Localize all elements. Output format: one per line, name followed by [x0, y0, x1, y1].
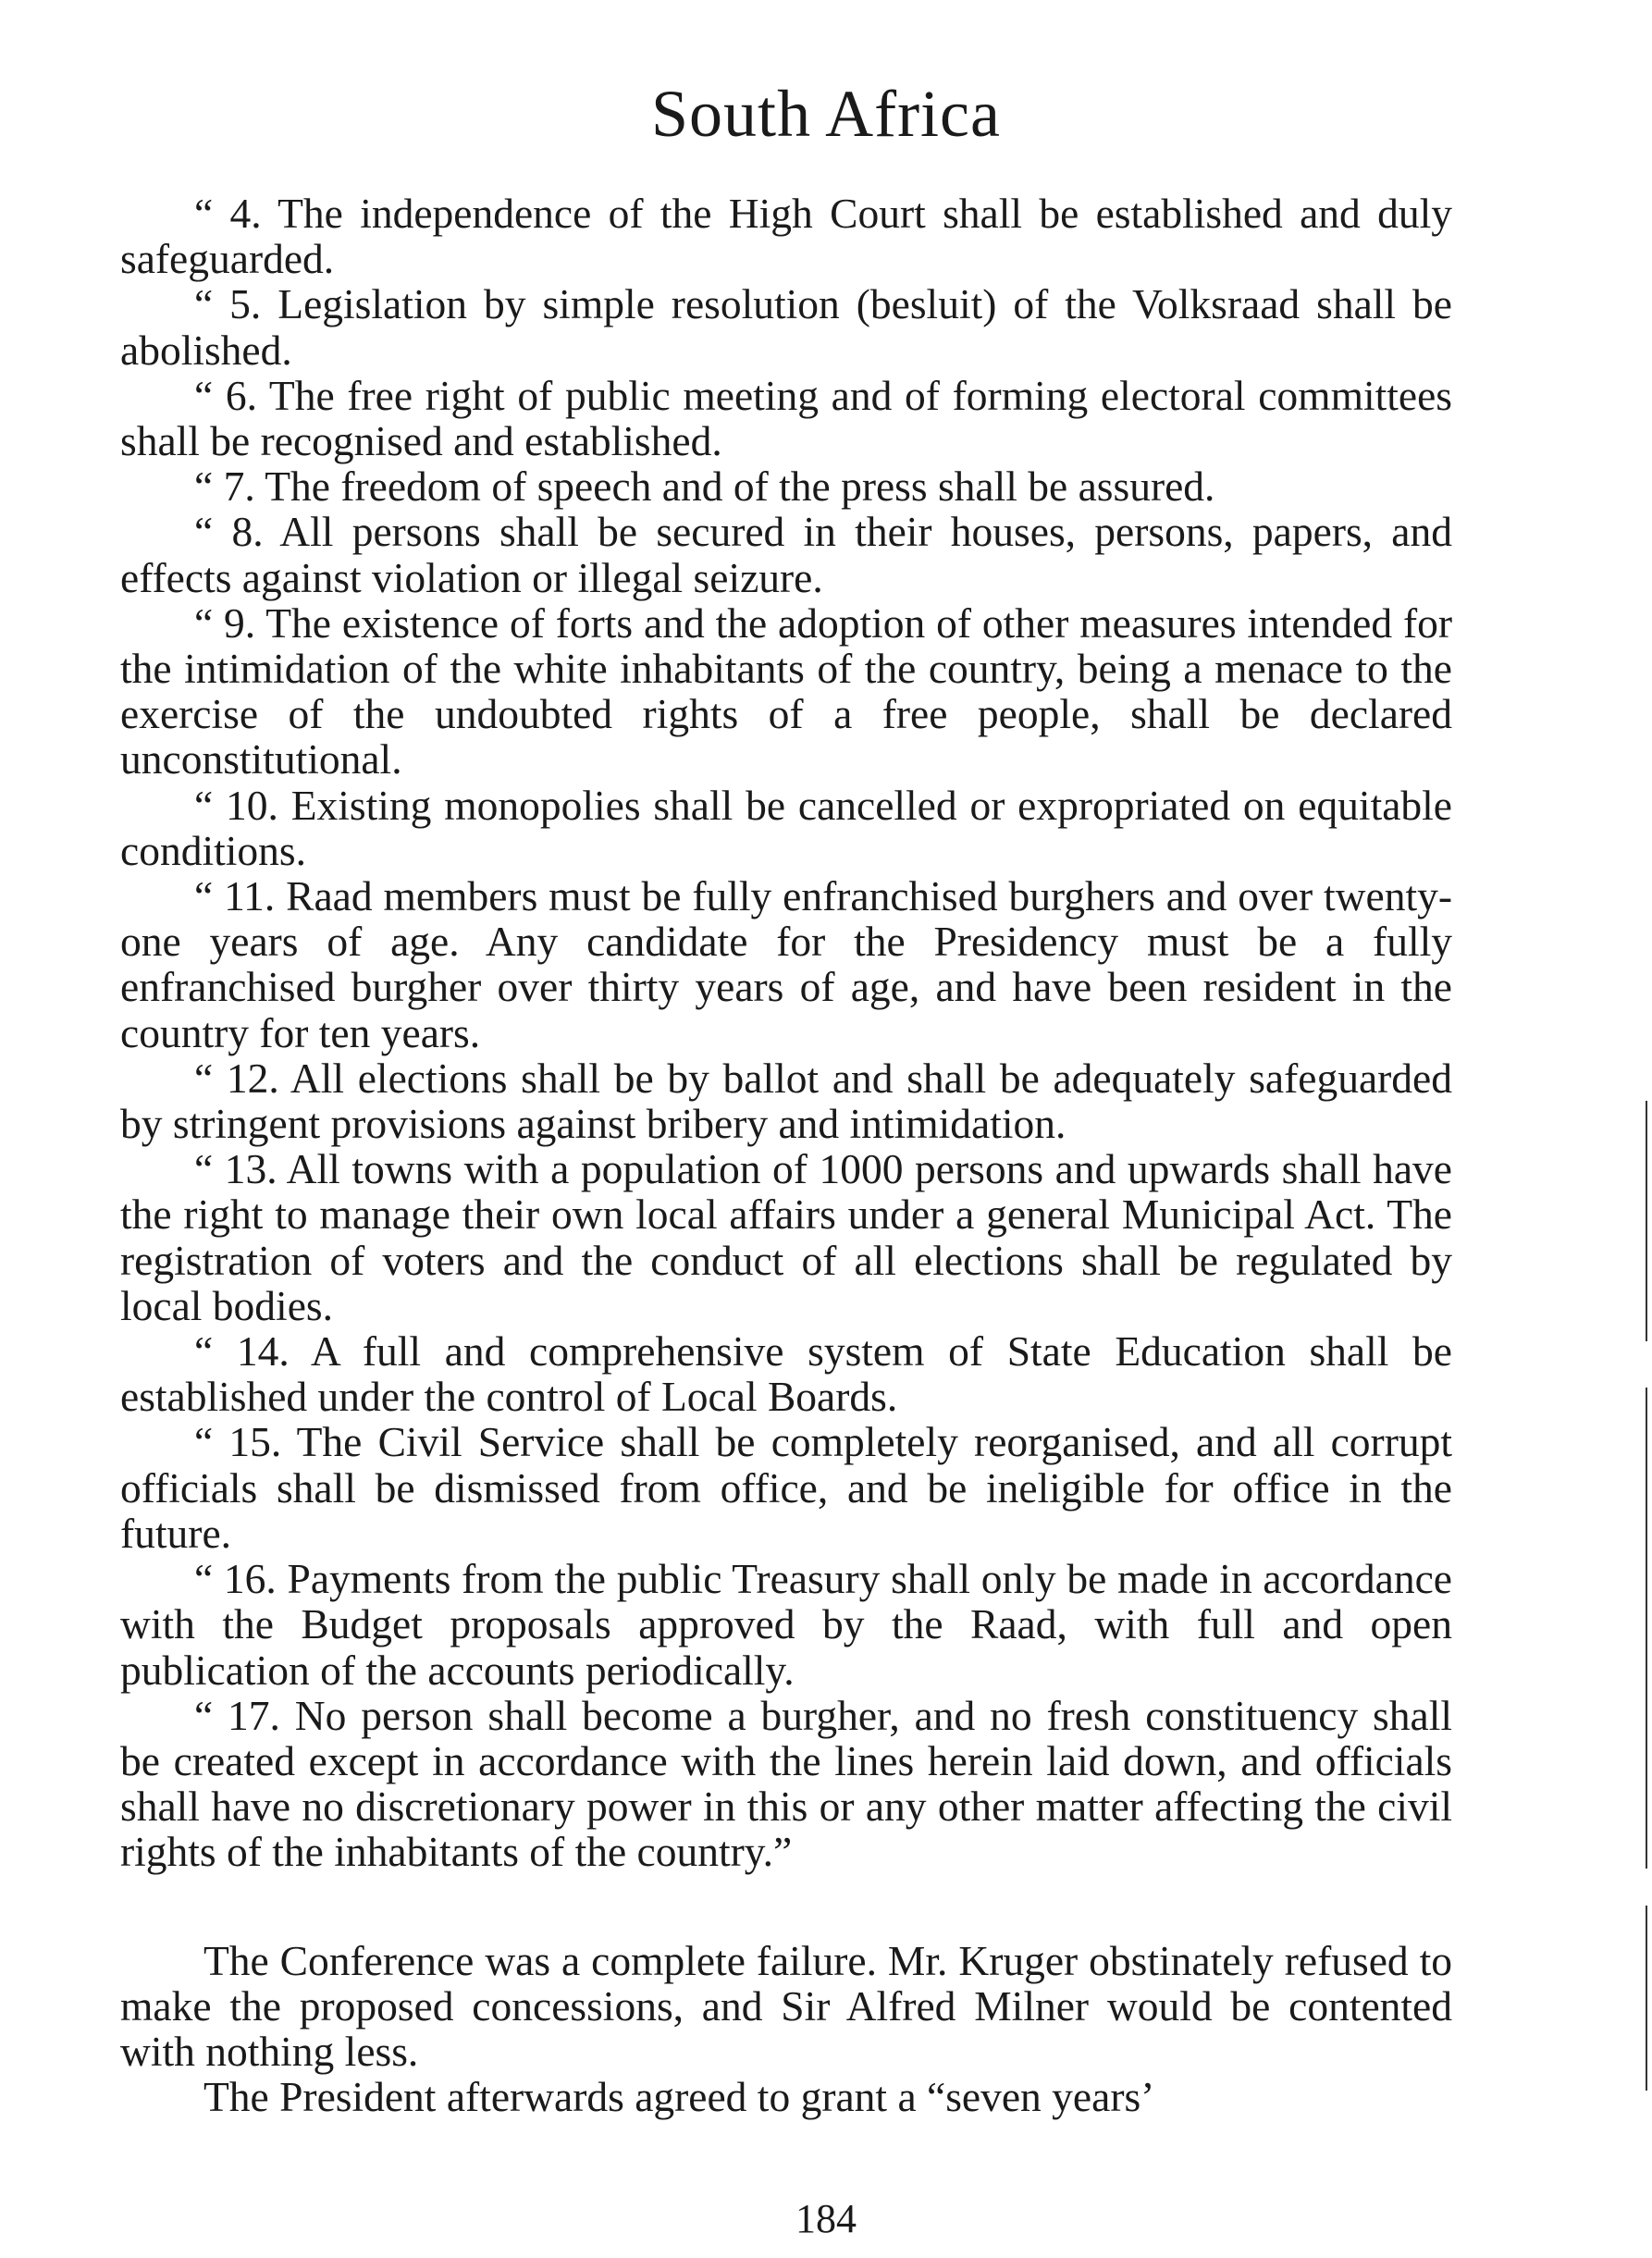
section-gap	[120, 1875, 1452, 1938]
clause-5: “ 5. Legislation by simple resolution (besluit) of the Volksraad shall be abolished.	[120, 280, 1452, 374]
page-number: 184	[795, 2196, 857, 2241]
clause-13: “ 13. All towns with a population of 1000 persons and upwards shall have the right to manage their own local affairs under a general Municipal Act. The registration of voters and the conduct of all elections shall be regulated by local bodies.	[120, 1145, 1452, 1329]
narrative-paragraph: The Conference was a complete failure. Mr. Kruger obstinately refused to make the proposed concessions, and Sir Alfred Milner would be contented with nothing less.	[120, 1936, 1452, 2075]
scan-margin-line	[1646, 1388, 1647, 1869]
clause-9: “ 9. The existence of forts and the adoption of other measures intended for the intimidation of the white inhabitants of the country, being a menace to the exercise of the undoubted rights of a free people, shall be declared unconstitutional.	[120, 598, 1452, 784]
clause-4: “ 4. The independence of the High Court shall be established and duly safeguarded.	[120, 190, 1452, 283]
clause-7: “ 7. The freedom of speech and of the press shall be assured.	[194, 463, 1215, 511]
clause-8: “ 8. All persons shall be secured in their houses, persons, papers, and effects against violation or illegal seizure.	[120, 508, 1452, 601]
clause-10: “ 10. Existing monopolies shall be cancelled or expropriated on equitable conditions.	[120, 781, 1452, 874]
page-title: South Africa	[651, 77, 1001, 151]
clause-16: “ 16. Payments from the public Treasury shall only be made in accordance with the Budget proposals approved by the Raad, with full and open publication of the accounts periodically.	[120, 1555, 1452, 1694]
clause-6: “ 6. The free right of public meeting and of forming electoral committees shall be recognised and established.	[120, 371, 1452, 465]
clause-17: “ 17. No person shall become a burgher, and no fresh constituency shall be created except in accordance with the lines herein laid down, and officials shall have no discretionary power in this or any other matter affecting the civil rights of the inhabitants of the country.”	[120, 1691, 1452, 1876]
clause-12: “ 12. All elections shall be by ballot and shall be adequately safeguarded by stringent provisions against bribery and intimidation.	[120, 1054, 1452, 1148]
clause-14: “ 14. A full and comprehensive system of State Education shall be established under the control of Local Boards.	[120, 1327, 1452, 1421]
clause-11: “ 11. Raad members must be fully enfranchised burghers and over twenty-one years of age. Any candidate for the Presidency must be a fully enfranchised burgher over thirty years of age, and have been resident in the country for ten years.	[120, 872, 1452, 1056]
scan-margin-line	[1646, 1906, 1647, 2091]
clause-15: “ 15. The Civil Service shall be completely reorganised, and all corrupt officials shall be dismissed from office, and be ineligible for office in the future.	[120, 1418, 1452, 1557]
page-body	[120, 191, 1452, 2119]
scan-margin-line	[1646, 1101, 1647, 1341]
narrative-paragraph-continued: The President afterwards agreed to grant a “seven years’	[203, 2073, 1155, 2121]
